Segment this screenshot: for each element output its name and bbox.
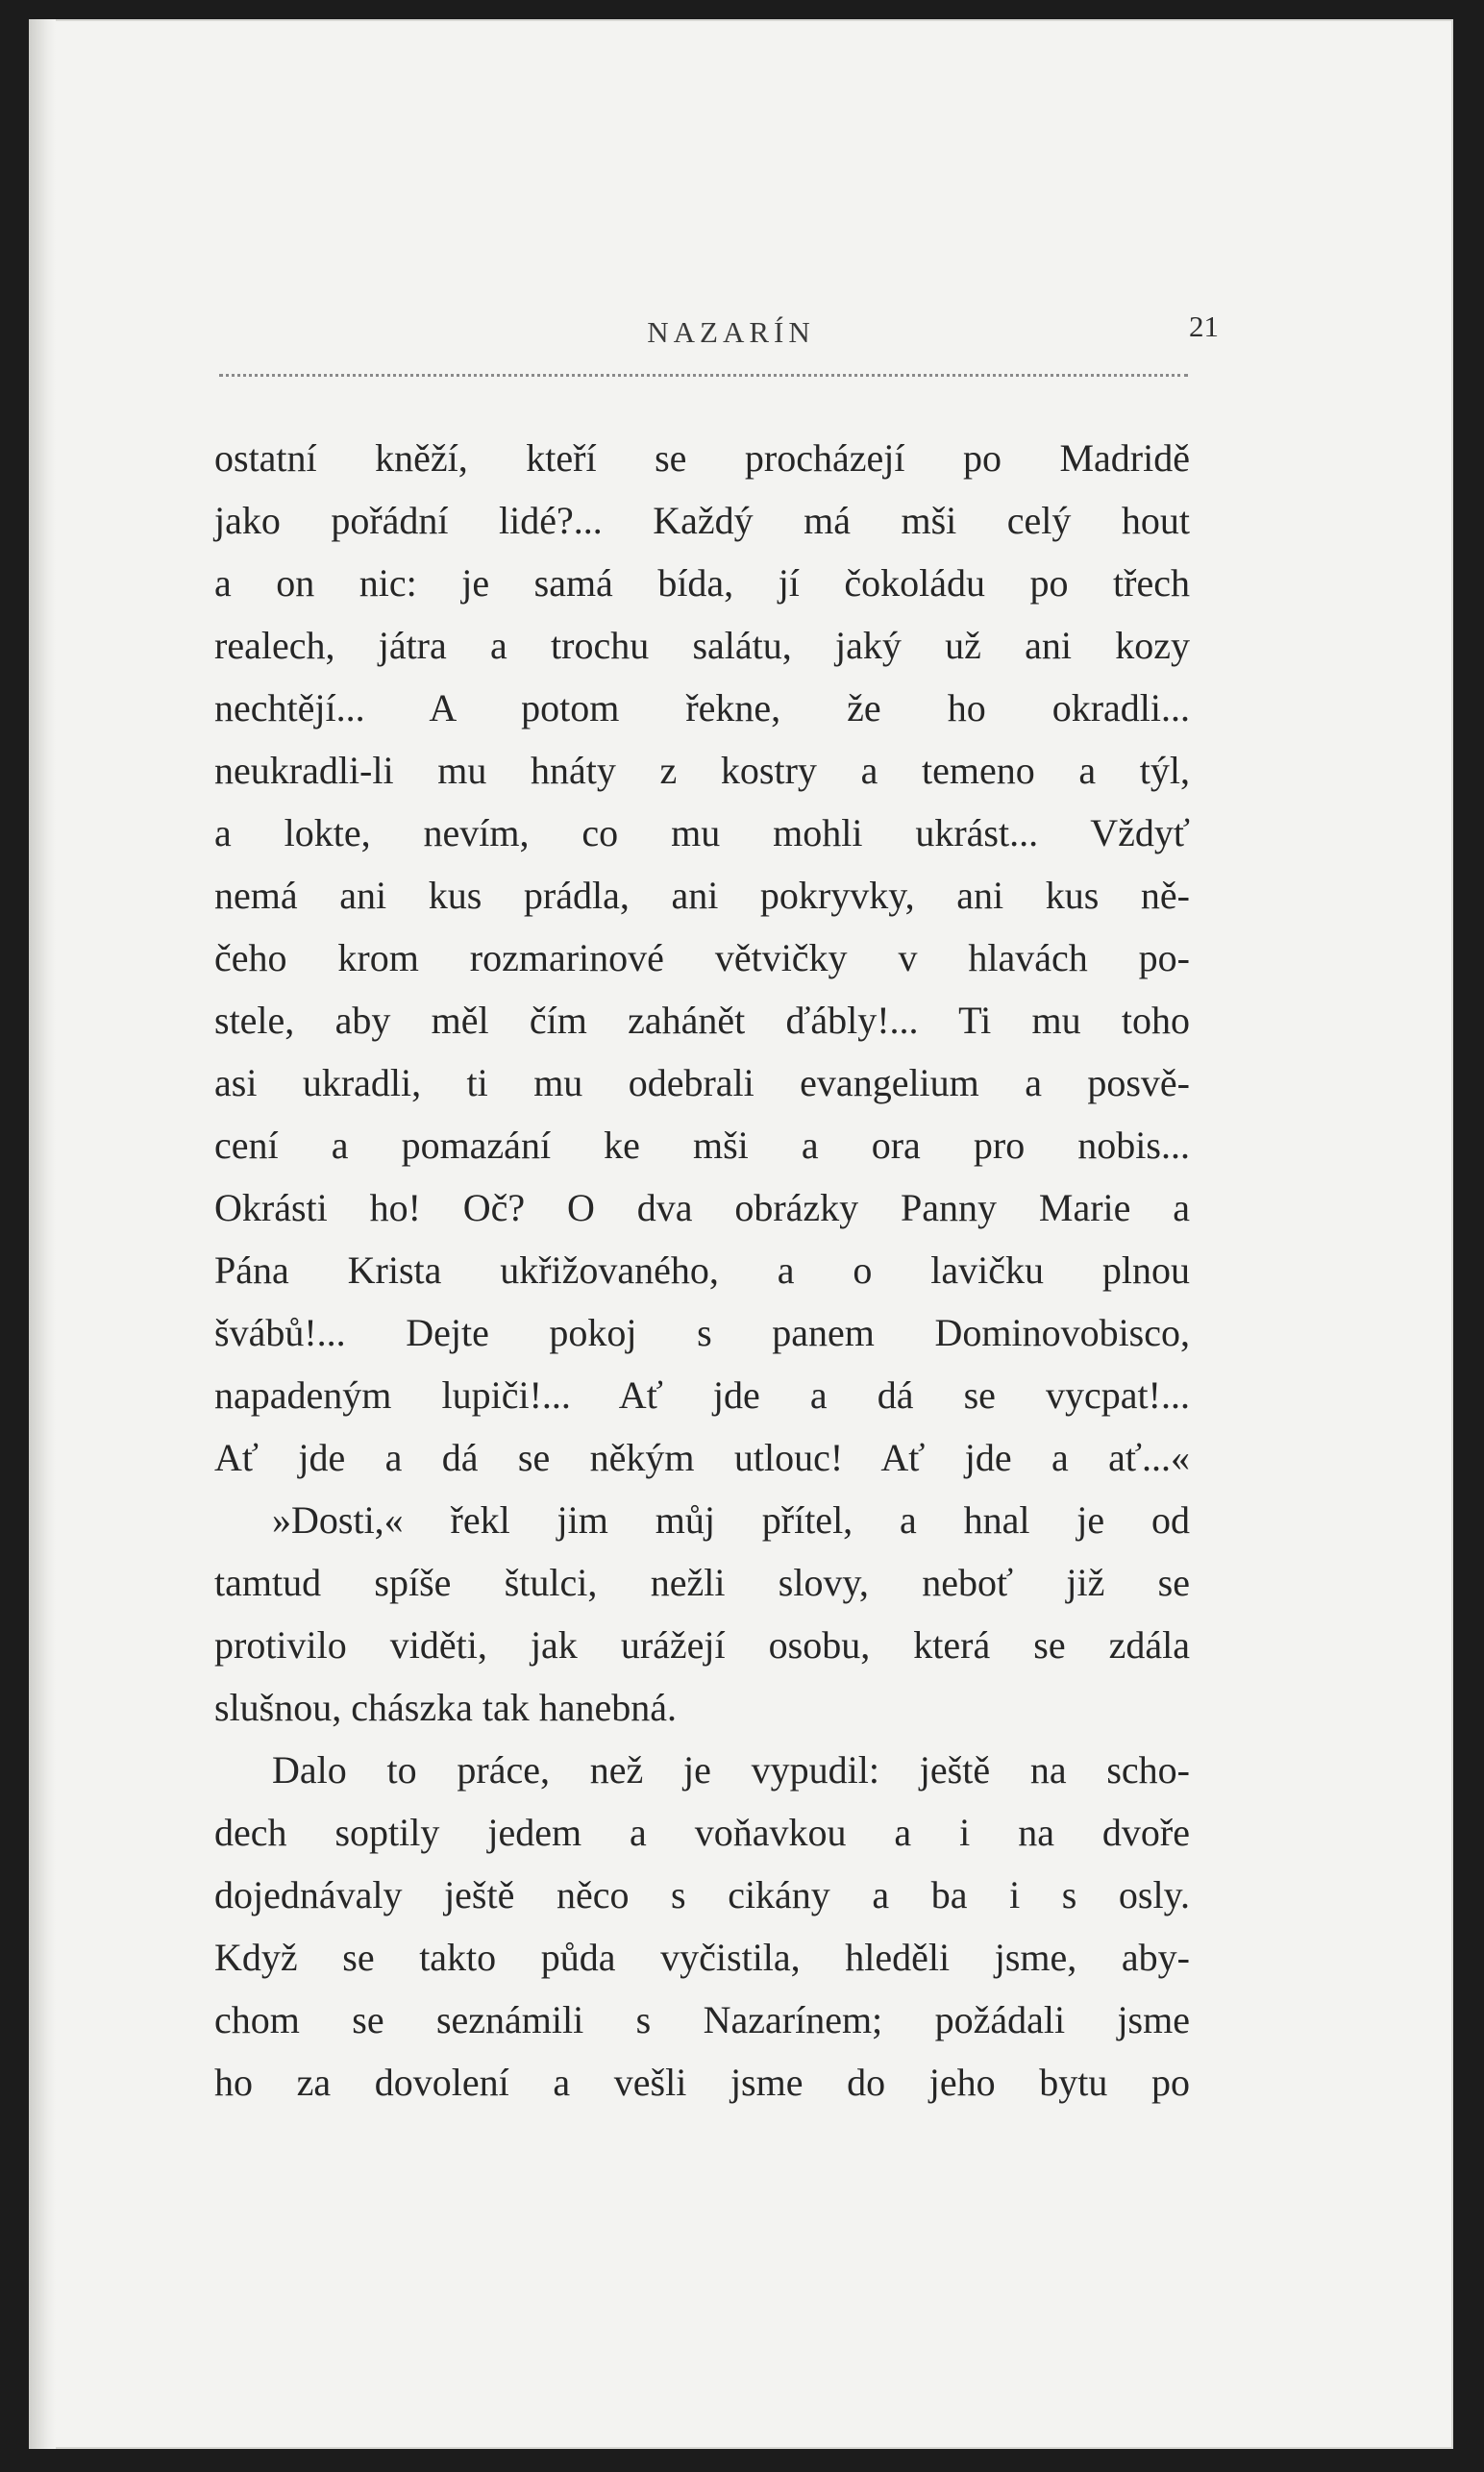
text-line: nechtějí... A potom řekne, že ho okradli... <box>214 686 1190 729</box>
text-line: napadeným lupiči!... Ať jde a dá se vycpat!... <box>214 1373 1190 1417</box>
text-line: Ať jde a dá se někým utlouc! Ať jde a ať...« <box>214 1436 1190 1479</box>
text-line: dech soptily jedem a voňavkou a i na dvoře <box>214 1811 1190 1854</box>
text-line: jako pořádní lidé?... Každý má mši celý hout <box>214 499 1190 542</box>
running-title: NAZARÍN <box>647 315 815 349</box>
text-line: dojednávaly ještě něco s cikány a ba i s osly. <box>214 1873 1190 1916</box>
page-number: 21 <box>1189 309 1219 343</box>
text-line: neukradli-li mu hnáty z kostry a temeno a týl, <box>214 749 1190 792</box>
text-line: a on nic: je samá bída, jí čokoládu po třech <box>214 561 1190 605</box>
paragraph-start-line: »Dosti,« řekl jim můj přítel, a hnal je od <box>272 1498 1190 1542</box>
text-line: švábů!... Dejte pokoj s panem Dominovobisco, <box>214 1311 1190 1354</box>
body-text <box>214 427 1190 2114</box>
text-line: čeho krom rozmarinové větvičky v hlavách po- <box>214 936 1190 979</box>
text-line: stele, aby měl čím zahánět ďábly!... Ti mu toho <box>214 999 1190 1042</box>
text-line: protivilo viděti, jak urážejí osobu, která se zdála <box>214 1623 1190 1667</box>
header-rule <box>219 374 1188 377</box>
text-line: asi ukradli, ti mu odebrali evangelium a posvě- <box>214 1061 1190 1104</box>
text-line: Když se takto půda vyčistila, hleděli jsme, aby- <box>214 1936 1190 1979</box>
text-line: realech, játra a trochu salátu, jaký už ani kozy <box>214 624 1190 667</box>
text-line: ho za dovolení a vešli jsme do jeho bytu po <box>214 2061 1190 2104</box>
text-line: chom se seznámili s Nazarínem; požádali jsme <box>214 1998 1190 2041</box>
paragraph-start-line: Dalo to práce, než je vypudil: ještě na scho- <box>272 1748 1190 1792</box>
text-line: nemá ani kus prádla, ani pokryvky, ani kus ně- <box>214 874 1190 917</box>
running-head <box>243 306 1219 354</box>
paragraph-end-line: slušnou, chászka tak hanebná. <box>214 1686 677 1729</box>
text-line: Okrásti ho! Oč? O dva obrázky Panny Marie a <box>214 1186 1190 1229</box>
text-line: Pána Krista ukřižovaného, a o lavičku plnou <box>214 1248 1190 1292</box>
text-line: tamtud spíše štulci, nežli slovy, neboť již se <box>214 1561 1190 1604</box>
page-spine-shadow <box>29 19 56 2449</box>
text-line: cení a pomazání ke mši a ora pro nobis... <box>214 1124 1190 1167</box>
text-line: ostatní kněží, kteří se procházejí po Madridě <box>214 436 1190 480</box>
text-line: a lokte, nevím, co mu mohli ukrást... Vždyť <box>214 811 1190 854</box>
